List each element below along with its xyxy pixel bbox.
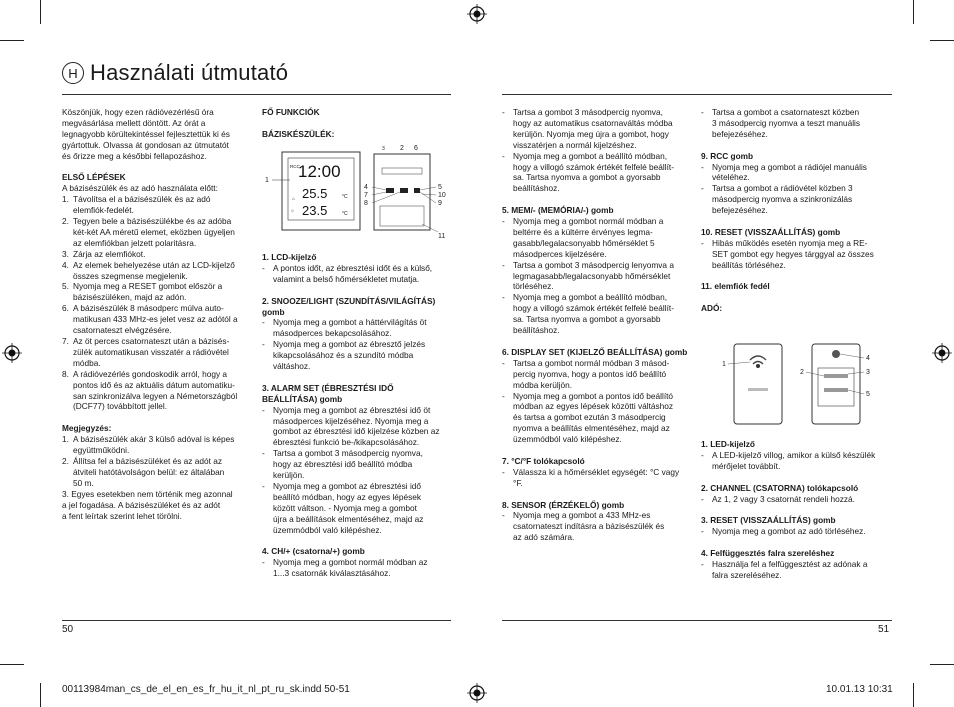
list-text: Használja fel a felfüggesztést az adónak a falra szereléséhez. — [712, 558, 868, 580]
section-title: 7. °C/°F tolókapcsoló — [502, 455, 585, 466]
list-text: Az öt perces csatornateszt után a bázisés- zülék automatikusan visszatér a rádióvétel módba. — [73, 336, 230, 368]
list-text: Nyomja meg a gombot a rádiójel manuális vételéhez. — [712, 161, 867, 183]
list-text: A pontos időt, az ébresztési időt és a külső, valamint a belső hőmérsékletet mutatja. — [273, 262, 433, 284]
notes-list — [62, 434, 258, 489]
list-item — [62, 336, 258, 369]
list-text: Nyomja meg a RESET gombot először a bázisészüléken, majd az adón. — [73, 281, 223, 303]
section-title: 2. CHANNEL (CSATORNA) tolókapcsoló — [701, 482, 859, 493]
section-title: 4. Felfüggesztés falra szereléshez — [701, 548, 835, 559]
list-text: Tartsa a gombot normál módban 3 másod- percig nyomva, hogy a pontos idő beállító módba kerüljön. — [513, 357, 670, 390]
transmitter-callout-right-2: 3 — [866, 369, 870, 376]
list-marker: - — [502, 510, 505, 521]
registration-mark-left-icon — [2, 343, 22, 363]
list-text: Nyomja meg a gombot a háttérvilágítás öt másodperces bekapcsolásához. — [273, 317, 427, 339]
lcd-time: 12:00 — [298, 162, 341, 181]
list-marker: - — [701, 183, 704, 194]
footer-rule-left — [62, 620, 451, 621]
column-2 — [262, 107, 458, 140]
header-rule-right — [502, 94, 892, 95]
svg-text:⌂: ⌂ — [292, 196, 296, 202]
list-item — [701, 450, 897, 472]
callout-left: 1 — [265, 177, 269, 184]
list-text: Nyomja meg a gombot a pontos idő beállító módban az egyes lépések közötti váltáshoz és tartsa a gombot ezután 3 másodpercig nyomva a beállítás elmentéséhez, majd az üzemmódból való kilépéshez. — [513, 390, 674, 445]
list-marker: - — [701, 526, 704, 537]
list-marker: - — [262, 481, 265, 491]
section-title: 1. LCD-kijelző — [262, 252, 317, 262]
lcd-temp-1: 25.5 — [302, 186, 328, 201]
list-item — [502, 510, 698, 543]
lcd-temp-2: 23.5 — [302, 203, 328, 218]
note-3: 3. Egyes esetekben nem történik meg azonnal a jel fogadása. A bázisészüléket és az adót a fent leírtak szerint lehet törölni. — [62, 488, 233, 521]
list-marker: - — [502, 150, 505, 161]
section-title: 3. RESET (VISSZAÁLLÍTÁS) gomb — [701, 515, 836, 526]
list-text: Nyomja meg a gombot az adó törléséhez. — [712, 526, 866, 537]
list-item — [701, 107, 897, 140]
list-text: Tartsa a gombot 3 másodpercig nyomva, hogy az automatikus csatornaváltás módba kerüljön. Nyomja meg újra a gombot, hogy visszatérjen a normál kijelzéshez. — [513, 107, 673, 150]
section-items — [502, 510, 698, 543]
section-title: 10. RESET (VISSZAÁLLÍTÁS) gomb — [701, 226, 841, 237]
list-marker: 6. — [62, 303, 69, 314]
page-header — [62, 60, 288, 86]
list-marker: - — [701, 449, 704, 460]
section-items — [701, 494, 897, 505]
transmitter-diagram — [720, 338, 880, 434]
list-item — [502, 391, 698, 446]
list-text: Állítsa fel a bázisészüléket és az adót az átviteli hatótávolságon belül: ez általában 50 m. — [73, 455, 225, 488]
column-4 — [701, 107, 897, 314]
list-item — [62, 303, 258, 336]
first-steps-list — [62, 194, 258, 412]
list-item — [62, 281, 258, 303]
footer-rule-right — [502, 620, 892, 621]
list-text: Nyomja meg a gombot normál módban az 1...3 csatornák kiválasztásához. — [273, 557, 428, 579]
list-text: Nyomja meg a gombot a beállító módban, hogy a villogó számok értékét felfelé beállít- sa. Tartsa nyomva a gombot a gyorsabb beállításhoz. — [513, 150, 674, 194]
footer-datetime: 10.01.13 10:31 — [826, 684, 893, 695]
list-item — [502, 292, 698, 336]
list-item — [262, 448, 458, 481]
list-marker: - — [701, 493, 704, 504]
list-item — [502, 151, 698, 195]
list-marker: - — [502, 107, 505, 117]
registration-mark-right-icon — [932, 343, 952, 363]
list-item — [262, 339, 458, 372]
list-item — [701, 238, 897, 271]
list-text: Válassza ki a hőmérséklet egységét: °C vagy °F. — [513, 466, 680, 488]
list-marker: - — [502, 466, 505, 477]
list-item — [502, 107, 698, 151]
language-badge: H — [62, 62, 84, 84]
list-text: A bázisészülék 8 másodperc múlva auto- matikusan 433 MHz-es jelet vesz az adótól a csatornateszt elvégzésére. — [73, 303, 238, 336]
list-marker: - — [502, 390, 505, 401]
section-items — [701, 162, 897, 217]
list-item — [262, 481, 458, 536]
header-rule-left — [62, 94, 451, 95]
list-text: A bázisészülék akár 3 külső adóval is képes együttműködni. — [73, 434, 235, 456]
list-item — [62, 260, 258, 282]
list-marker: - — [262, 317, 265, 328]
list-marker: - — [502, 292, 505, 303]
list-text: Tartsa a gombot 3 másodpercig lenyomva a legmagasabb/legalacsonyabb hőmérséklet törléséhez. — [513, 259, 674, 292]
list-text: Tartsa a gombot a rádióvétel közben 3 másodpercig nyomva a szinkronizálás befejezéséhez. — [712, 183, 853, 216]
list-text: Tegyen bele a bázisészülékbe és az adóba két-két AA méretű elemet, eközben ügyeljen az elemfiókban jelzett polaritásra. — [73, 216, 235, 248]
list-item — [502, 467, 698, 489]
callout-right-side-1: 5 — [438, 184, 442, 191]
column-4-transmitter-sections — [701, 439, 897, 592]
list-item — [62, 369, 258, 413]
registration-mark-bottom-icon — [467, 683, 487, 703]
section-items — [502, 216, 698, 336]
list-item — [502, 260, 698, 293]
callout-left-side-3: 8 — [364, 200, 368, 207]
section-title: 3. ALARM SET (ÉBRESZTÉSI IDŐ BEÁLLÍTÁSA) gomb — [262, 382, 394, 404]
list-marker: 1. — [62, 194, 69, 205]
transmitter-callout-right-1: 4 — [866, 355, 870, 362]
section-title: 9. RCC gomb — [701, 150, 754, 161]
column-1 — [62, 107, 258, 521]
first-steps-title: ELSŐ LÉPÉSEK — [62, 172, 126, 183]
registration-mark-top-icon — [467, 4, 487, 24]
section-items — [502, 358, 698, 445]
list-text: Nyomja meg a gombot az ébresztési idő beállító módban, hogy az egyes lépések között váltson. - Nyomja meg a gombot újra a beállítások elmentéséhez, majd az üzemmódból való kilépéshez. — [273, 481, 424, 535]
section-title: 4. CH/+ (csatorna/+) gomb — [262, 546, 365, 557]
list-item — [62, 249, 258, 260]
list-text: Nyomja meg a gombot az ébresztő jelzés kikapcsolásához és a szundító módba váltáshoz. — [273, 339, 426, 372]
callout-right-side-2: 10 — [438, 192, 446, 199]
section-items — [701, 450, 897, 472]
list-item — [701, 494, 897, 505]
list-marker: 4. — [62, 259, 69, 270]
list-item — [62, 194, 258, 216]
callout-left-side-1: 4 — [364, 184, 368, 191]
list-text: Az 1, 2 vagy 3 csatornát rendeli hozzá. — [712, 493, 855, 504]
first-steps-lead: A bázisészülék és az adó használata előtt: — [62, 183, 218, 194]
callout-small-top: 3 — [382, 146, 385, 152]
list-text: Távolítsa el a bázisészülék és az adó elemfiók-fedelét. — [73, 194, 211, 216]
section-title: 1. LED-kijelző — [701, 439, 755, 449]
section-items — [262, 405, 458, 536]
column-2-sections — [262, 252, 458, 590]
section-items — [701, 238, 897, 271]
list-item — [701, 526, 897, 537]
column-3 — [502, 107, 698, 554]
transmitter-callout-middle: 2 — [800, 369, 804, 376]
page-number-left: 50 — [62, 624, 74, 635]
list-marker: - — [262, 557, 265, 568]
list-item — [62, 216, 258, 249]
functions-title: FŐ FUNKCIÓK — [262, 107, 320, 117]
section-items — [262, 317, 458, 372]
list-item — [502, 358, 698, 391]
list-item — [701, 559, 897, 581]
callout-top-2: 6 — [414, 145, 418, 152]
page-number-right: 51 — [878, 624, 890, 635]
list-marker: - — [701, 237, 704, 248]
section-items — [262, 263, 458, 285]
base-unit-title: BÁZISKÉSZÜLÉK: — [262, 128, 335, 139]
list-item — [62, 456, 258, 489]
svg-text:☼: ☼ — [290, 208, 295, 214]
list-marker: 7. — [62, 336, 69, 347]
intro-paragraph: Köszönjük, hogy ezen rádióvezérlésű óra megvásárlása mellett döntött. Az órát a legnagyobb körültekintéssel fejlesztettük ki és gyártottuk. Olvassa át gondosan az útmutatót és őrizze meg a későbbi fellapozáshoz. — [62, 107, 230, 161]
list-marker: 5. — [62, 281, 69, 292]
list-text: Az elemek behelyezése után az LCD-kijelző összes szegmense megjelenik. — [73, 259, 235, 281]
lcd-rcc-label: RCC — [290, 164, 300, 169]
section-items — [701, 559, 897, 581]
list-item — [701, 162, 897, 184]
list-marker: - — [502, 259, 505, 270]
callout-left-side-2: 7 — [364, 192, 368, 199]
list-marker: - — [262, 448, 265, 459]
footer-filename: 00113984man_cs_de_el_en_es_fr_hu_it_nl_pt_ru_sk.indd 50-51 — [62, 684, 350, 695]
list-marker: 2. — [62, 216, 69, 227]
list-marker: 1. — [62, 434, 69, 445]
list-text: Nyomja meg a gombot az ébresztési idő öt másodperces kijelzéséhez. Nyomja meg a gombot az ébresztési idő kijelzése közben az ébresztési funkció be-/kikapcsolásához. — [273, 404, 440, 448]
list-marker: - — [701, 107, 704, 117]
list-text: Nyomja meg a gombot a 433 MHz-es csatornateszt indításra a bázisészülék és az adó számára. — [513, 510, 665, 543]
list-text: Hibás működés esetén nyomja meg a RE- SET gombot egy hegyes tárggyal az összes beállítás törléséhez. — [712, 237, 874, 270]
section-items — [701, 526, 897, 537]
list-marker: - — [701, 161, 704, 172]
list-text: Nyomja meg a gombot normál módban a beltérre és a kültérre érvényes legma- gasabb/legalacsonyabb hőmérséklet 5 másodperces kijelzésére. — [513, 216, 664, 259]
list-item — [262, 317, 458, 339]
list-marker: 3. — [62, 248, 69, 259]
list-item — [262, 557, 458, 579]
list-marker: - — [502, 357, 505, 368]
note-title: Megjegyzés: — [62, 423, 112, 434]
section-title: 6. DISPLAY SET (KIJELZŐ BEÁLLÍTÁSA) gomb — [502, 346, 688, 357]
list-marker: - — [502, 216, 505, 227]
transmitter-callout-left: 1 — [722, 361, 726, 368]
list-text: Tartsa a gombot 3 másodpercig nyomva, hogy az ébresztési idő beállító módba kerüljön. — [273, 448, 423, 481]
base-unit-diagram — [262, 144, 452, 240]
list-item — [262, 263, 458, 285]
callout-top-1: 2 — [400, 145, 404, 152]
list-item — [502, 216, 698, 260]
lcd-unit-1: °C — [342, 194, 348, 200]
list-text: Zárja az elemfiókot. — [73, 248, 146, 259]
page-title: Használati útmutató — [90, 60, 289, 85]
callout-right-side-3: 9 — [438, 200, 442, 207]
list-marker: - — [701, 558, 704, 569]
section-title: 5. MEM/- (MEMÓRIA/-) gomb — [502, 205, 614, 216]
list-marker: - — [262, 339, 265, 350]
lcd-unit-2: °C — [342, 211, 348, 217]
list-item — [262, 405, 458, 449]
transmitter-title: ADÓ: — [701, 303, 723, 314]
section-title: 11. elemfiók fedél — [701, 281, 770, 292]
list-item — [701, 183, 897, 216]
list-text: A rádióvezérlés gondoskodik arról, hogy a pontos idő és az aktuális dátum automatiku- san szinkronizálva legyen a Németországból (DCF77) továbbított jellel. — [73, 368, 238, 412]
section-title: 2. SNOOZE/LIGHT (SZUNDÍTÁS/VILÁGÍTÁS) gomb — [262, 295, 436, 317]
section-items — [502, 467, 698, 489]
section-items — [262, 557, 458, 579]
callout-bottom: 11 — [438, 233, 446, 240]
list-marker: 2. — [62, 455, 69, 466]
transmitter-callout-right-3: 5 — [866, 391, 870, 398]
list-item — [62, 434, 258, 456]
list-marker: - — [262, 262, 265, 273]
section-title: 8. SENSOR (ÉRZÉKELŐ) gomb — [502, 499, 625, 510]
list-text: Nyomja meg a gombot a beállító módban, hogy a villogó számok értékét felfelé beállít- sa. Tartsa nyomva a gombot a gyorsabb beállításhoz. — [513, 292, 674, 336]
list-marker: 8. — [62, 368, 69, 379]
list-marker: - — [262, 404, 265, 415]
list-text: Tartsa a gombot a csatornateszt közben 3 másodpercig nyomva a teszt manuális befejezéséhez. — [712, 107, 861, 139]
list-text: A LED-kijelző villog, amikor a külső készülék mérőjelet továbbít. — [712, 449, 876, 471]
